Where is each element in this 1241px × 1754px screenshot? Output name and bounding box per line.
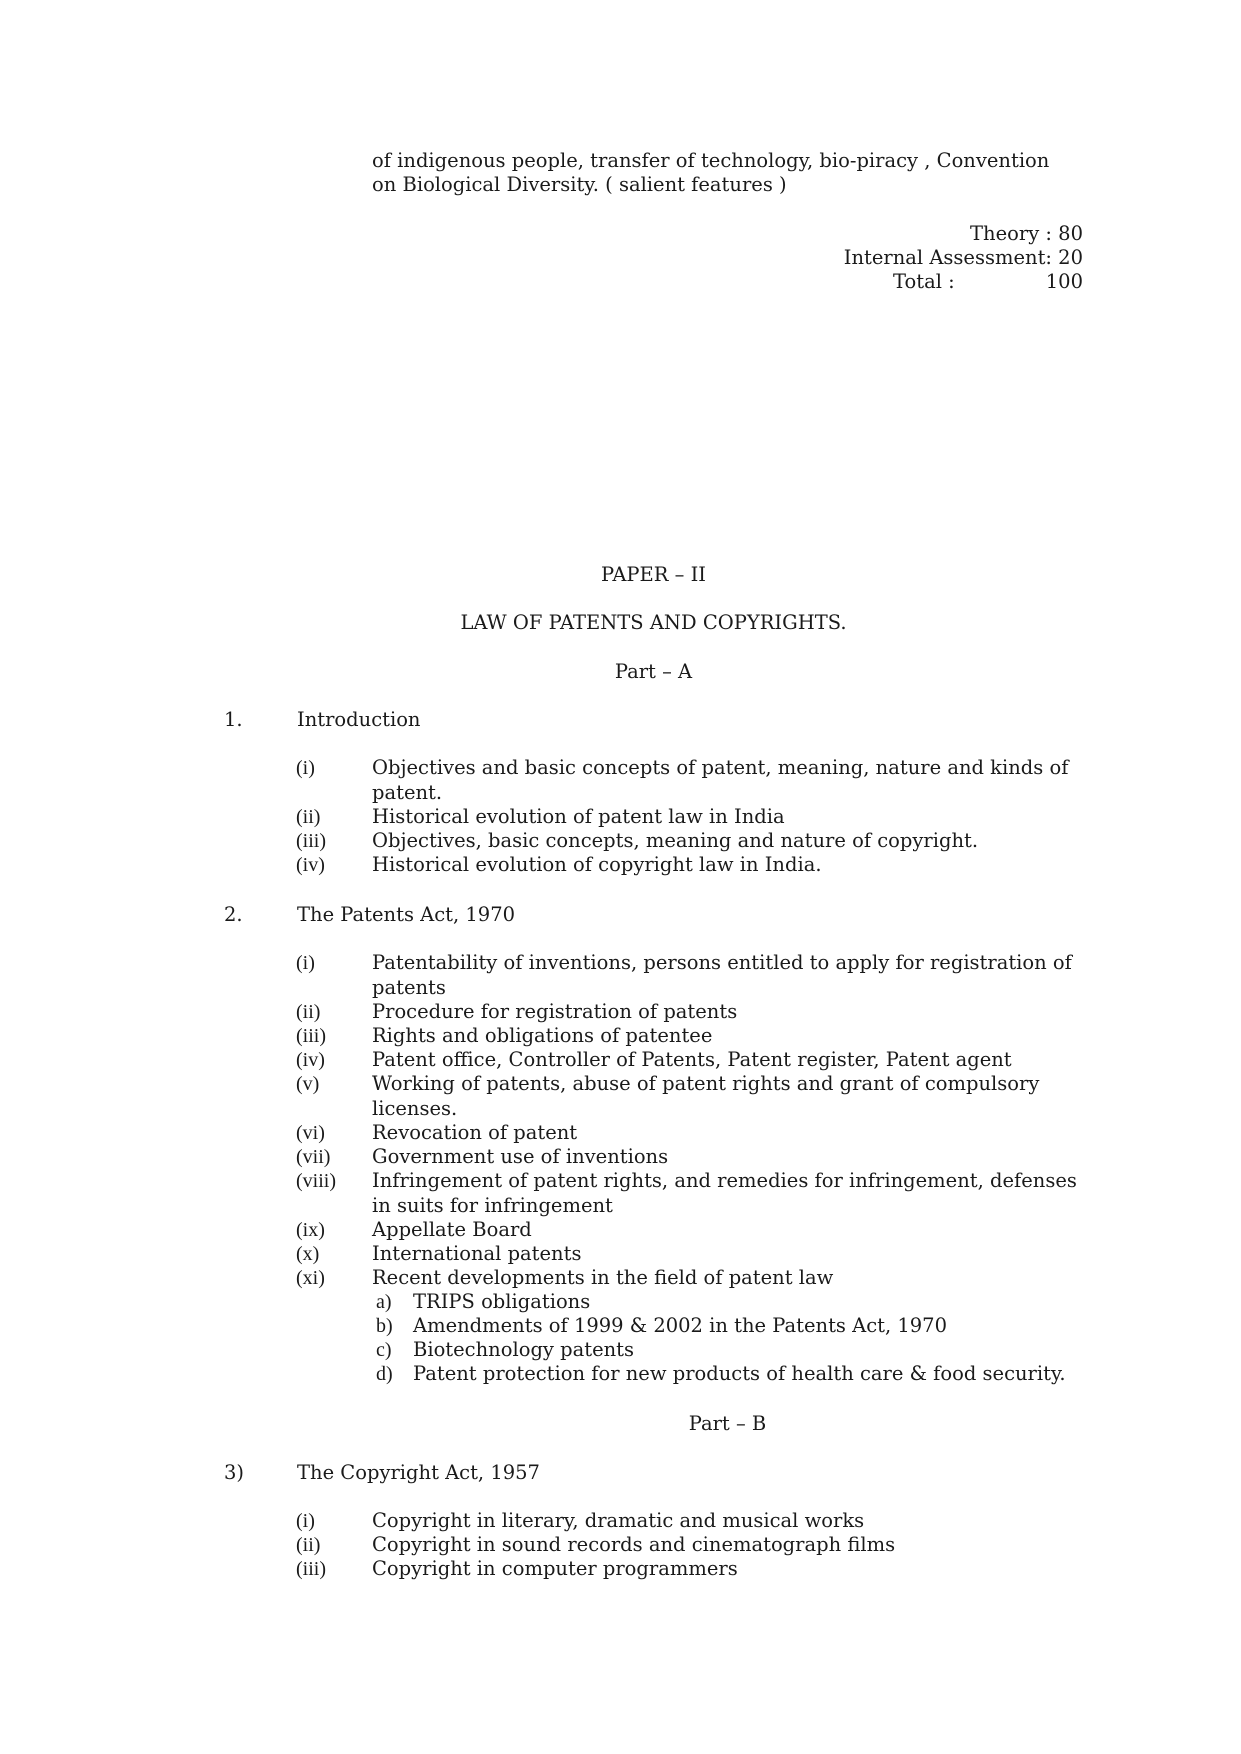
item-number: (iii) bbox=[296, 1558, 326, 1580]
item-text: Patentability of inventions, persons entitled to apply for registration of patents bbox=[372, 951, 1072, 999]
marks-theory: Theory : 80 bbox=[970, 222, 1083, 245]
item-number: (iv) bbox=[296, 1049, 325, 1071]
item-text: Working of patents, abuse of patent rights and grant of compulsory licenses. bbox=[372, 1072, 1040, 1120]
sub-item-text: Patent protection for new products of health care & food security. bbox=[413, 1362, 1066, 1385]
item-text: Procedure for registration of patents bbox=[372, 1000, 738, 1023]
marks-total-value: 100 bbox=[1045, 270, 1083, 293]
item-number: (ii) bbox=[296, 1534, 321, 1556]
item-number: (vi) bbox=[296, 1122, 325, 1144]
item-text: Copyright in literary, dramatic and musical works bbox=[372, 1509, 865, 1532]
section-1-title: Introduction bbox=[297, 708, 421, 731]
paper-number: PAPER – II bbox=[600, 563, 706, 586]
item-text: Historical evolution of patent law in India bbox=[372, 805, 785, 828]
sub-item-text: Amendments of 1999 & 2002 in the Patents Act, 1970 bbox=[413, 1314, 947, 1337]
item-number: (ii) bbox=[296, 806, 321, 828]
item-number: (ix) bbox=[296, 1219, 325, 1241]
item-number: (ii) bbox=[296, 1001, 321, 1023]
item-text: Copyright in sound records and cinematograph films bbox=[372, 1533, 896, 1556]
item-number: (iv) bbox=[296, 854, 325, 876]
item-number: (viii) bbox=[296, 1170, 336, 1192]
item-number: (iii) bbox=[296, 1025, 326, 1047]
item-number: (vii) bbox=[296, 1146, 331, 1168]
item-text: Historical evolution of copyright law in India. bbox=[372, 853, 822, 876]
item-text: Recent developments in the field of patent law bbox=[372, 1266, 834, 1289]
item-number: (i) bbox=[296, 757, 315, 779]
sub-item-letter: c) bbox=[376, 1339, 392, 1361]
section-2-number: 2. bbox=[224, 903, 243, 926]
intro-line-2: on Biological Diversity. ( salient features ) bbox=[372, 173, 787, 196]
marks-total-label: Total : bbox=[893, 270, 955, 293]
section-1-number: 1. bbox=[224, 708, 243, 731]
item-text: Appellate Board bbox=[372, 1218, 532, 1241]
item-number: (v) bbox=[296, 1073, 320, 1095]
item-text: Revocation of patent bbox=[372, 1121, 578, 1144]
item-text: International patents bbox=[372, 1242, 582, 1265]
sub-item-letter: b) bbox=[376, 1315, 393, 1337]
item-text: Copyright in computer programmers bbox=[372, 1557, 738, 1580]
paper-title: LAW OF PATENTS AND COPYRIGHTS. bbox=[460, 611, 847, 634]
marks-internal: Internal Assessment: 20 bbox=[843, 246, 1083, 269]
item-text: Government use of inventions bbox=[372, 1145, 669, 1168]
item-text: Objectives and basic concepts of patent, meaning, nature and kinds of patent. bbox=[372, 756, 1069, 804]
section-3-title: The Copyright Act, 1957 bbox=[297, 1461, 540, 1484]
item-number: (i) bbox=[296, 952, 315, 974]
item-number: (xi) bbox=[296, 1267, 325, 1289]
part-b-heading: Part – B bbox=[688, 1412, 767, 1435]
sub-item-text: TRIPS obligations bbox=[413, 1290, 591, 1313]
item-number: (i) bbox=[296, 1510, 315, 1532]
part-a-heading: Part – A bbox=[614, 660, 693, 683]
intro-line-1: of indigenous people, transfer of technology, bio-piracy , Convention bbox=[372, 149, 1050, 172]
section-2-title: The Patents Act, 1970 bbox=[297, 903, 516, 926]
item-text: Rights and obligations of patentee bbox=[372, 1024, 713, 1047]
section-3-number: 3) bbox=[224, 1461, 245, 1484]
item-text: Infringement of patent rights, and remedies for infringement, defenses in suits for infringement bbox=[372, 1169, 1077, 1217]
item-text: Patent office, Controller of Patents, Patent register, Patent agent bbox=[372, 1048, 1012, 1071]
sub-item-text: Biotechnology patents bbox=[413, 1338, 635, 1361]
item-number: (iii) bbox=[296, 830, 326, 852]
item-number: (x) bbox=[296, 1243, 320, 1265]
sub-item-letter: a) bbox=[376, 1291, 392, 1313]
item-text: Objectives, basic concepts, meaning and nature of copyright. bbox=[372, 829, 979, 852]
sub-item-letter: d) bbox=[376, 1363, 393, 1385]
